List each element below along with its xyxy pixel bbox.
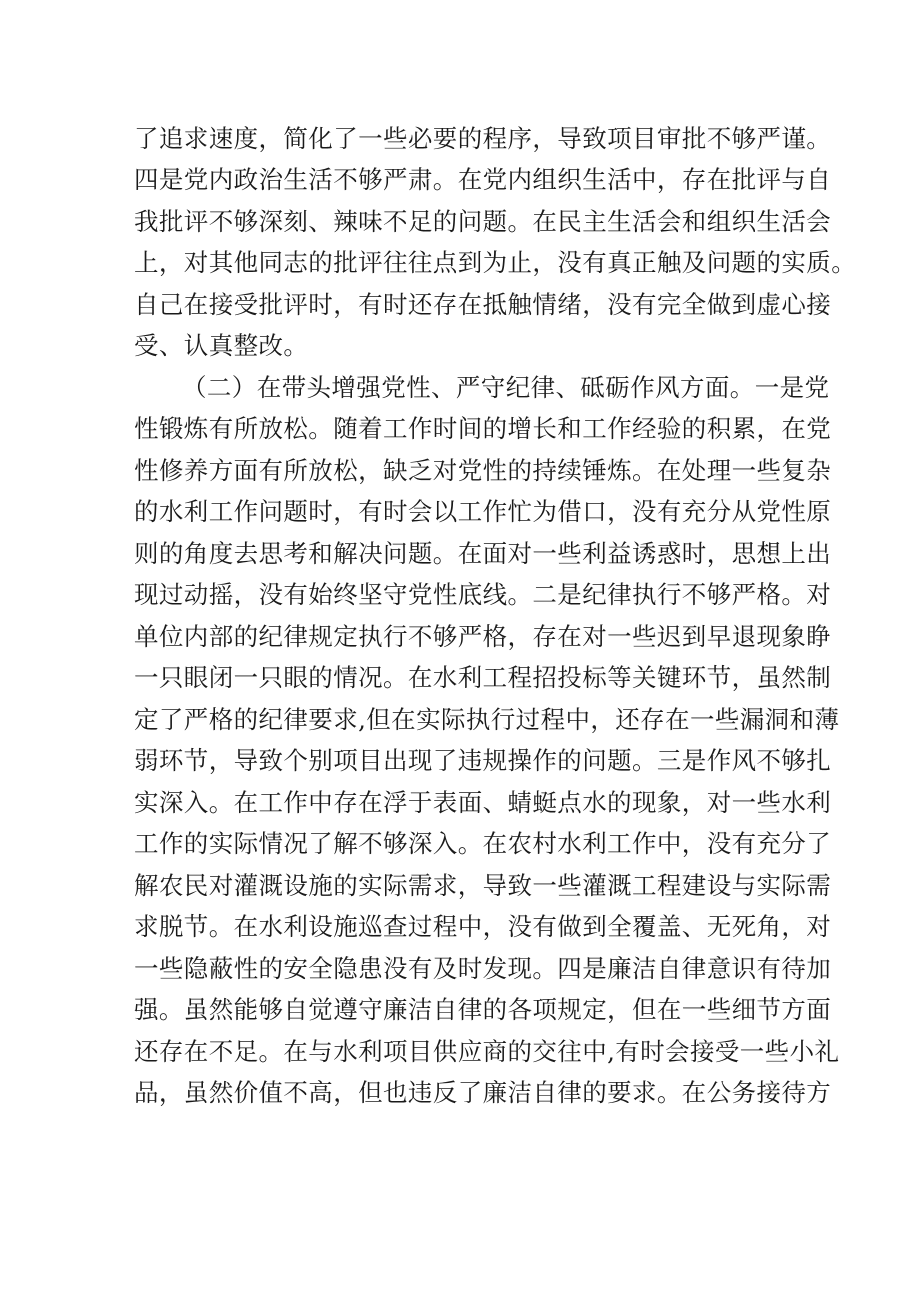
text-line: 工作的实际情况了解不够深入。在农村水利工作中，没有充分了 bbox=[134, 829, 832, 858]
text-line: 解农民对灌溉设施的实际需求，导致一些灌溉工程建设与实际需 bbox=[134, 871, 832, 900]
text-line: 强。虽然能够自觉遵守廉洁自律的各项规定，但在一些细节方面 bbox=[134, 995, 832, 1024]
text-line: 单位内部的纪律规定执行不够严格，存在对一些迟到早退现象睁 bbox=[134, 622, 832, 651]
text-line: 一只眼闭一只眼的情况。在水利工程招投标等关键环节，虽然制 bbox=[134, 663, 832, 692]
text-line: 了追求速度，简化了一些必要的程序，导致项目审批不够严谨。 bbox=[134, 124, 832, 153]
text-line: 我批评不够深刻、辣味不足的问题。在民主生活会和组织生活会 bbox=[134, 207, 832, 236]
text-line: 上，对其他同志的批评往往点到为止，没有真正触及问题的实质。 bbox=[134, 248, 857, 277]
text-line: 自己在接受批评时，有时还存在抵触情绪，没有完全做到虚心接 bbox=[134, 290, 832, 319]
text-line: 现过动摇，没有始终坚守党性底线。二是纪律执行不够严格。对 bbox=[134, 580, 832, 609]
text-line: 定了严格的纪律要求,但在实际执行过程中，还存在一些漏洞和薄 bbox=[134, 705, 840, 734]
text-line: 性锻炼有所放松。随着工作时间的增长和工作经验的积累，在党 bbox=[134, 414, 832, 443]
text-line: 的水利工作问题时，有时会以工作忙为借口，没有充分从党性原 bbox=[134, 497, 832, 526]
text-line: （二）在带头增强党性、严守纪律、砥砺作风方面。一是党 bbox=[182, 373, 830, 402]
text-line: 求脱节。在水利设施巡查过程中，没有做到全覆盖、无死角，对 bbox=[134, 912, 832, 941]
text-line: 四是党内政治生活不够严肃。在党内组织生活中，存在批评与自 bbox=[134, 165, 832, 194]
text-line: 还存在不足。在与水利项目供应商的交往中,有时会接受一些小礼 bbox=[134, 1037, 840, 1066]
text-line: 受、认真整改。 bbox=[134, 331, 309, 360]
text-line: 弱环节，导致个别项目出现了违规操作的问题。三是作风不够扎 bbox=[134, 746, 832, 775]
text-line: 一些隐蔽性的安全隐患没有及时发现。四是廉洁自律意识有待加 bbox=[134, 954, 832, 983]
text-line: 实深入。在工作中存在浮于表面、蜻蜓点水的现象，对一些水利 bbox=[134, 788, 832, 817]
text-line: 性修养方面有所放松，缺乏对党性的持续锤炼。在处理一些复杂 bbox=[134, 456, 832, 485]
text-line: 品，虽然价值不高，但也违反了廉洁自律的要求。在公务接待方 bbox=[134, 1078, 832, 1107]
text-line: 则的角度去思考和解决问题。在面对一些利益诱惑时，思想上出 bbox=[134, 539, 832, 568]
